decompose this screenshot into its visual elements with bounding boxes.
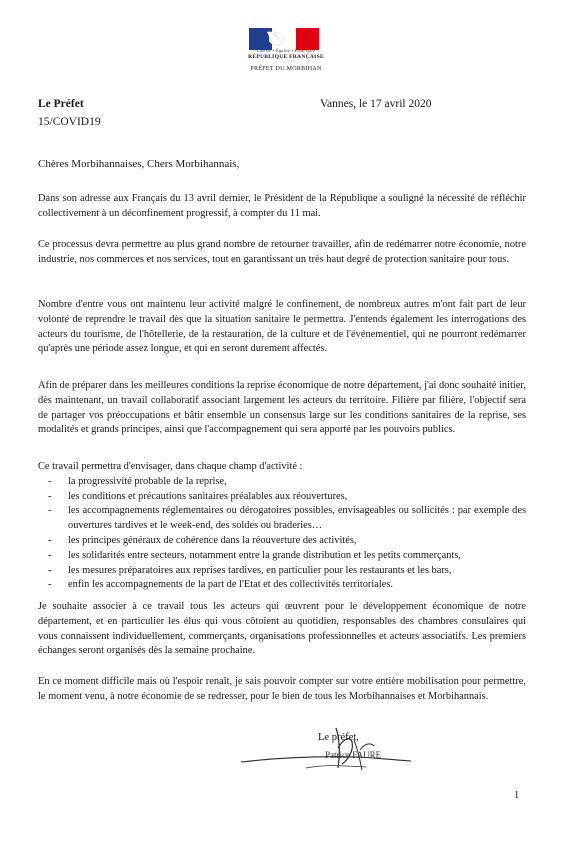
- list-item-text: la progressivité probable de la reprise,: [68, 475, 227, 487]
- list-bullet: -: [48, 505, 52, 517]
- marianne-flag-icon: [249, 28, 319, 50]
- list-bullet: -: [48, 549, 52, 561]
- letter-date: Vannes, le 17 avril 2020: [320, 98, 432, 110]
- list-item-text: les mesures préparatoires aux reprises tardives, en particulier pour les restaurants et les bars,: [68, 564, 452, 576]
- paragraph-5: [38, 460, 526, 593]
- list-item-text: les solidarités entre secteurs, notamment entre la grande distribution et les petits commerçants,: [68, 549, 461, 561]
- list-item: [38, 504, 526, 534]
- list-item: [38, 475, 526, 490]
- signer-name: Patrice FAURE: [325, 750, 382, 760]
- list-item: [38, 549, 526, 564]
- list-item-text: les principes généraux de cohérence dans la réouverture des activités,: [68, 534, 357, 546]
- list-item-text: les accompagnements réglementaires ou dérogatoires possibles, envisageables ou sollicités : par exemple des ouvertures tardives et le week-end, des soldes ou braderies…: [68, 505, 526, 532]
- list-item: [38, 534, 526, 549]
- sender: Le Préfet: [38, 98, 84, 110]
- paragraph-2: Ce processus devra permettre au plus grand nombre de retourner travailler, afin de redémarrer notre économie, notre industrie, nos commerces et nos services, tout en garantissant un très haut degré de protection sanitaire pour tous.: [38, 239, 526, 265]
- paragraph-7: En ce moment difficile mais où l'espoir renaît, je sais pouvoir compter sur votre entière mobilisation pour permettre, le moment venu, à notre économie de se redresser, pour le bien de tous les Morbihannaises et Morbihannais.: [38, 676, 526, 702]
- list-intro: Ce travail permettra d'envisager, dans chaque champ d'activité :: [38, 461, 303, 472]
- list-item-text: les conditions et précautions sanitaires préalables aux réouvertures,: [68, 490, 348, 502]
- list-item: [38, 578, 526, 593]
- list-bullet: -: [48, 579, 52, 591]
- closing: Le préfet,: [318, 732, 359, 743]
- list-bullet: -: [48, 490, 52, 502]
- prefecture-name: PRÉFET DU MORBIHAN: [250, 66, 322, 72]
- salutation: Chères Morbihannaises, Chers Morbihannais,: [38, 158, 240, 170]
- activity-list: [38, 475, 526, 593]
- list-bullet: -: [48, 564, 52, 576]
- paragraph-6: Je souhaite associer à ce travail tous les acteurs qui œuvrent pour le développement économique de notre département, et en particulier les élus qui vous côtoient au quotidien, responsables des chambres consulaires qui vous connaissent individuellement, commerçants, organisations professionnelles et acteurs associatifs. Les premiers échanges seront organisés dès la semaine prochaine.: [38, 601, 526, 657]
- list-bullet: -: [48, 475, 52, 487]
- list-item: [38, 564, 526, 579]
- republic-motto: Liberté • Égalité • Fraternité: [256, 48, 316, 53]
- list-item-text: enfin les accompagnements de la part de l'Etat et des collectivités territoriales.: [68, 579, 394, 591]
- list-item: [38, 490, 526, 505]
- paragraph-3: Nombre d'entre vous ont maintenu leur activité malgré le confinement, de nombreux autres m'ont fait part de leur volonté de reprendre le travail dès que la situation sanitaire le permettra. J'entends également les interrogations des acteurs du tourisme, de l'hôtellerie, de la restauration, de la culture et de l'événementiel, qui ne pourront redémarrer qu'après une période assez longue, et qui en seront durement affectés.: [38, 299, 526, 355]
- reference-number: 15/COVID19: [38, 116, 101, 128]
- page-number: 1: [514, 790, 520, 801]
- paragraph-4: Afin de préparer dans les meilleures conditions la reprise économique de notre département, j'ai donc souhaité initier, dès maintenant, un travail collaboratif associant largement les acteurs du territoire. Filière par filière, l'objectif sera de partager vos préoccupations et bâtir ensemble un consensus large sur les conditions sanitaires de la reprise, ses modalités et grands principes, ainsi que l'accompagnement qui sera apporté par les pouvoirs publics.: [38, 380, 526, 436]
- republic-name: RÉPUBLIQUE FRANÇAISE: [248, 54, 324, 60]
- paragraph-1: Dans son adresse aux Français du 13 avril dernier, le Président de la République a souligné la nécessité de réfléchir collectivement à un déconfinement progressif, à compter du 11 mai.: [38, 193, 526, 219]
- list-bullet: -: [48, 534, 52, 546]
